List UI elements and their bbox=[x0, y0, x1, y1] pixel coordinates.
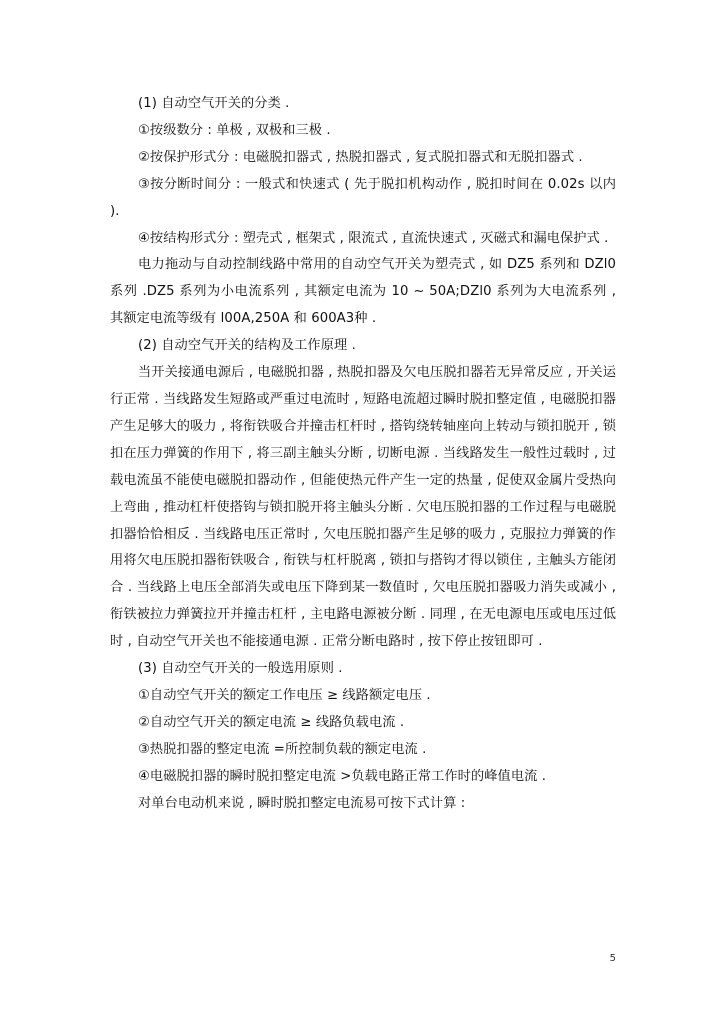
page-number: 5 bbox=[609, 953, 616, 964]
paragraph-single-motor: 对单台电动机来说 , 瞬时脱扣整定电流易可按下式计算 : bbox=[138, 795, 466, 811]
paragraph-classification-heading: (1) 自动空气开关的分类 . bbox=[138, 96, 290, 111]
paragraph-selection-heading: (3) 自动空气开关的一般选用原则 . bbox=[138, 661, 343, 677]
paragraph-rule-magnetic: ④电磁脱扣器的瞬时脱扣整定电流 >负载电路正常工作时的峰值电流 . bbox=[138, 768, 546, 784]
paragraph-structure-heading: (2) 自动空气开关的结构及工作原理 . bbox=[138, 338, 356, 354]
paragraph-by-structure: ④按结构形式分 : 塑壳式 , 框架式 , 限流式 , 直流快速式 , 灭磁式和漏电保护式 . bbox=[138, 230, 609, 246]
document-body bbox=[110, 91, 616, 817]
paragraph-rule-current: ②自动空气开关的额定电流 ≥ 线路负载电流 . bbox=[138, 714, 405, 730]
paragraph-common-types: 电力拖动与自动控制线路中常用的自动空气开关为塑壳式 , 如 DZ5 系列和 DZl0 系列 .DZ5 系列为小电流系列 , 其额定电流为 10 ~ 50A;DZl0 系列为大电流系列 , 其额定电流等级有 l00A,250A 和 600A3种 . bbox=[110, 257, 616, 327]
paragraph-rule-thermal: ③热脱扣器的整定电流 =所控制负载的额定电流 . bbox=[138, 741, 427, 757]
paragraph-rule-voltage: ①自动空气开关的额定工作电压 ≥ 线路额定电压 . bbox=[138, 687, 431, 703]
paragraph-by-poles: ①按级数分 : 单极 , 双极和三极 . bbox=[138, 122, 331, 138]
paragraph-by-break-time: ③按分断时间分 : 一般式和快速式 ( 先于脱扣机构动作 , 脱扣时间在 0.02s 以内 ). bbox=[110, 176, 616, 219]
paragraph-by-protection: ②按保护形式分 : 电磁脱扣器式 , 热脱扣器式 , 复式脱扣器式和无脱扣器式 . bbox=[138, 149, 583, 165]
paragraph-working-principle: 当开关接通电源后 , 电磁脱扣器 , 热脱扣器及欠电压脱扣器若无异常反应 , 开关运行正常 . 当线路发生短路或严重过电流时 , 短路电流超过瞬时脱扣整定值 , 电磁脱扣器产生足够大的吸力 , 将衔铁吸合并撞击杠杆时 , 搭钩绕转轴座向上转动与锁扣脱开 , 锁扣在压力弹簧的作用下 , 将三副主触头分断 , 切断电源 . 当线路发生一般性过载时 , 过载电流虽不能使电磁脱扣器动作 , 但能使热元件产生一定的热量 , 促使双金属片受热向上弯曲 , 推动杠杆使搭钩与锁扣脱开将主触头分断 . 欠电压脱扣器的工作过程与电磁脱扣器恰恰相反 . 当线路电压正常时 , 欠电压脱扣器产生足够的吸力 , 克服拉力弹簧的作用将欠电压脱扣器衔铁吸合 , 衔铁与杠杆脱离 , 锁扣与搭钩才得以锁住 , 主触头方能闭合 . 当线路上电压全部消失或电压下降到某一数值时 , 欠电压脱扣器吸力消失或减小 , 衔铁被拉力弹簧拉开并撞击杠杆 , 主电路电源被分断 . 同理 , 在无电源电压或电压过低时 , 自动空气开关也不能接通电源 . 正常分断电路时 , 按下停止按钮即可 . bbox=[110, 365, 616, 650]
